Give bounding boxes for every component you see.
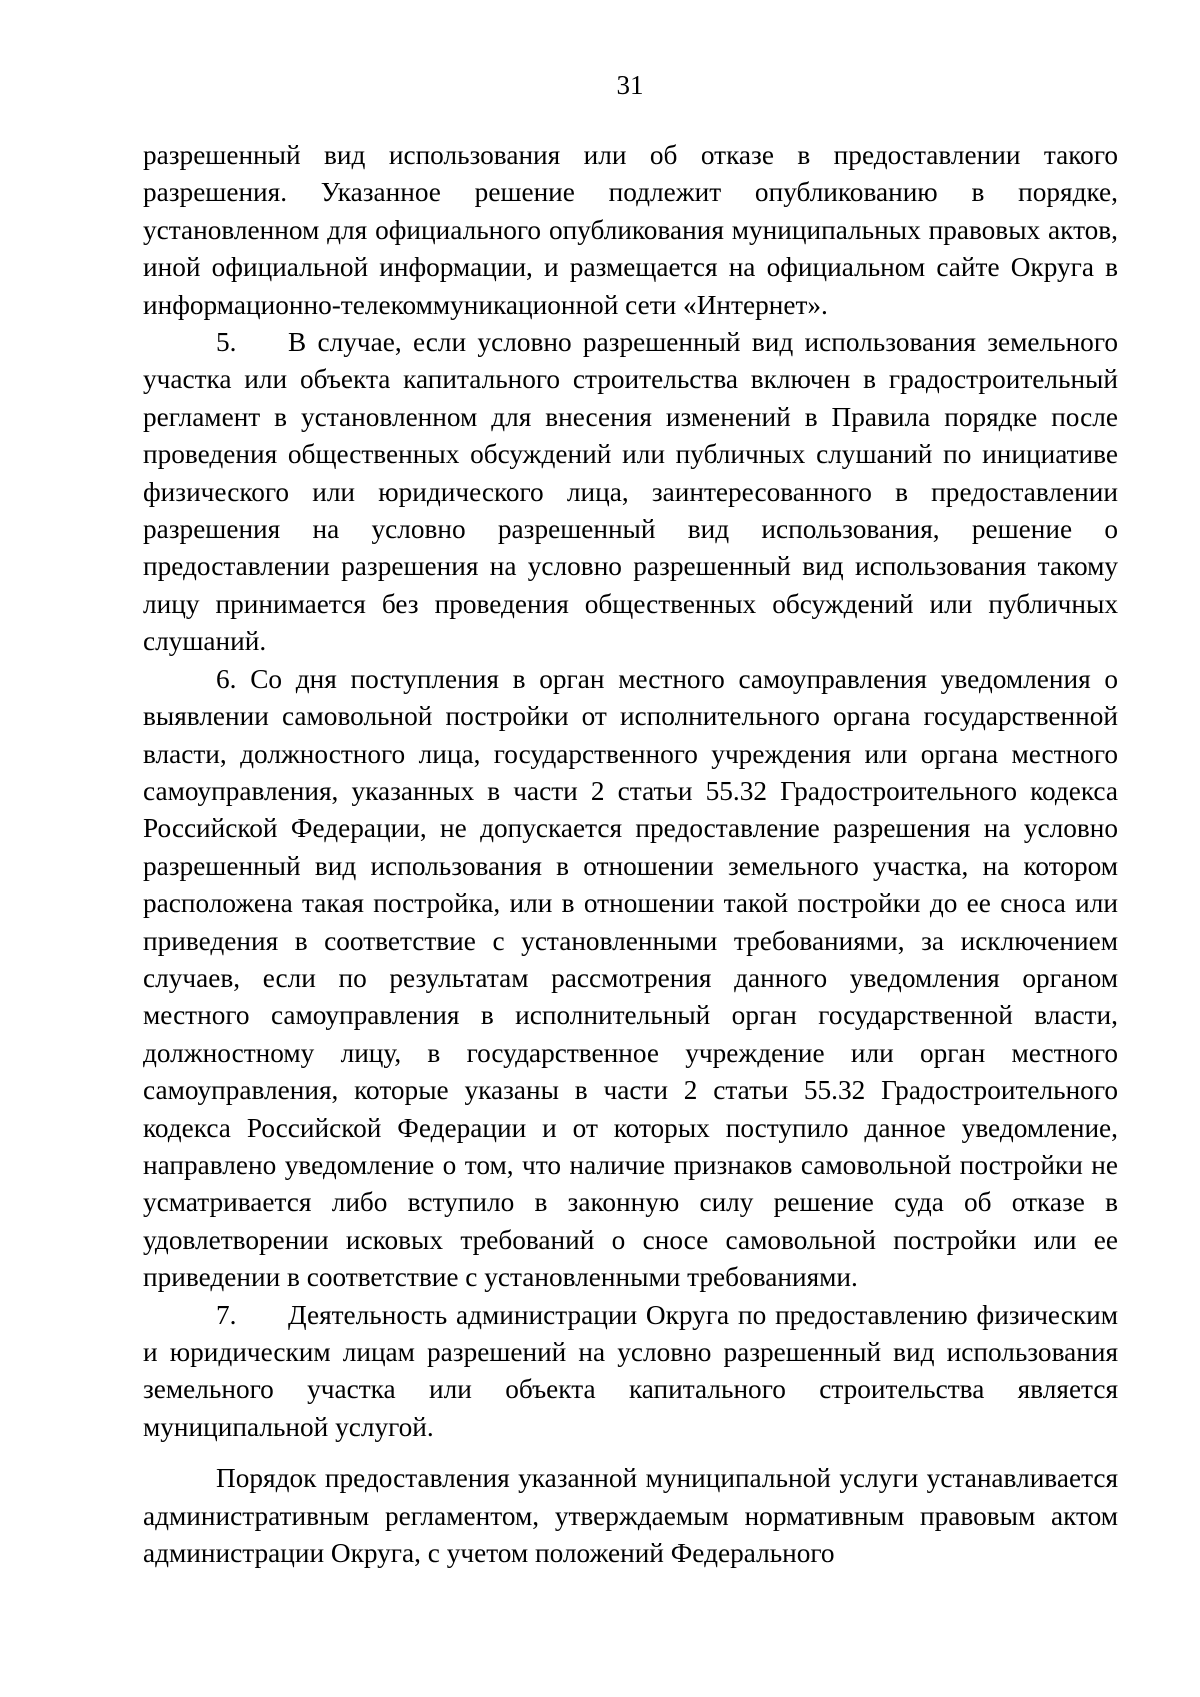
document-body	[143, 137, 1118, 1572]
paragraph-5-text: В случае, если условно разрешенный вид использования земельного участка или объекта капитального строительства включен в градостроительный регламент в установленном для внесения изменений в Правила порядке после проведения общественных обсуждений или публичных слушаний по инициативе физического или юридического лица, заинтересованного в предоставлении разрешения на условно разрешенный вид использования, решение о предоставлении разрешения на условно разрешенный вид использования такому лицу принимается без проведения общественных обсуждений или публичных слушаний.	[143, 327, 1118, 657]
paragraph-7-text: Деятельность администрации Округа по предоставлению физическим и юридическим лицам разрешений на условно разрешенный вид использования земельного участка или объекта капитального строительства является муниципальной услугой.	[143, 1299, 1118, 1442]
paragraph-5-number: 5.	[216, 327, 237, 358]
page-number: 31	[616, 70, 644, 100]
paragraph-continuation: разрешенный вид использования или об отказе в предоставлении такого разрешения. Указанное решение подлежит опубликованию в порядке, установленном для официального опубликования муниципальных правовых актов, иной официальной информации, и размещается на официальном сайте Округа в информационно-телекоммуникационной сети «Интернет».	[143, 140, 1118, 320]
paragraph-procedure: Порядок предоставления указанной муниципальной услуги устанавливается административным регламентом, утверждаемым нормативным правовым актом администрации Округа, с учетом положений Федерального	[143, 1463, 1118, 1569]
paragraph-7-number: 7.	[216, 1299, 237, 1330]
paragraph-7	[143, 1297, 1118, 1447]
paragraph-5	[143, 324, 1118, 661]
paragraph-6: 6. Со дня поступления в орган местного самоуправления уведомления о выявлении самовольной постройки от исполнительного органа государственной власти, должностного лица, государственного учреждения или органа местного самоуправления, указанных в части 2 статьи 55.32 Градостроительного кодекса Российской Федерации, не допускается предоставление разрешения на условно разрешенный вид использования в отношении земельного участка, на котором расположена такая постройка, или в отношении такой постройки до ее сноса или приведения в соответствие с установленными требованиями, за исключением случаев, если по результатам рассмотрения данного уведомления органом местного самоуправления в исполнительный орган государственной власти, должностному лицу, в государственное учреждение или орган местного самоуправления, которые указаны в части 2 статьи 55.32 Градостроительного кодекса Российской Федерации и от которых поступило данное уведомление, направлено уведомление о том, что наличие признаков самовольной постройки не усматривается либо вступило в законную силу решение суда об отказе в удовлетворении исковых требований о сносе самовольной постройки или ее приведении в соответствие с установленными требованиями.	[143, 663, 1118, 1293]
